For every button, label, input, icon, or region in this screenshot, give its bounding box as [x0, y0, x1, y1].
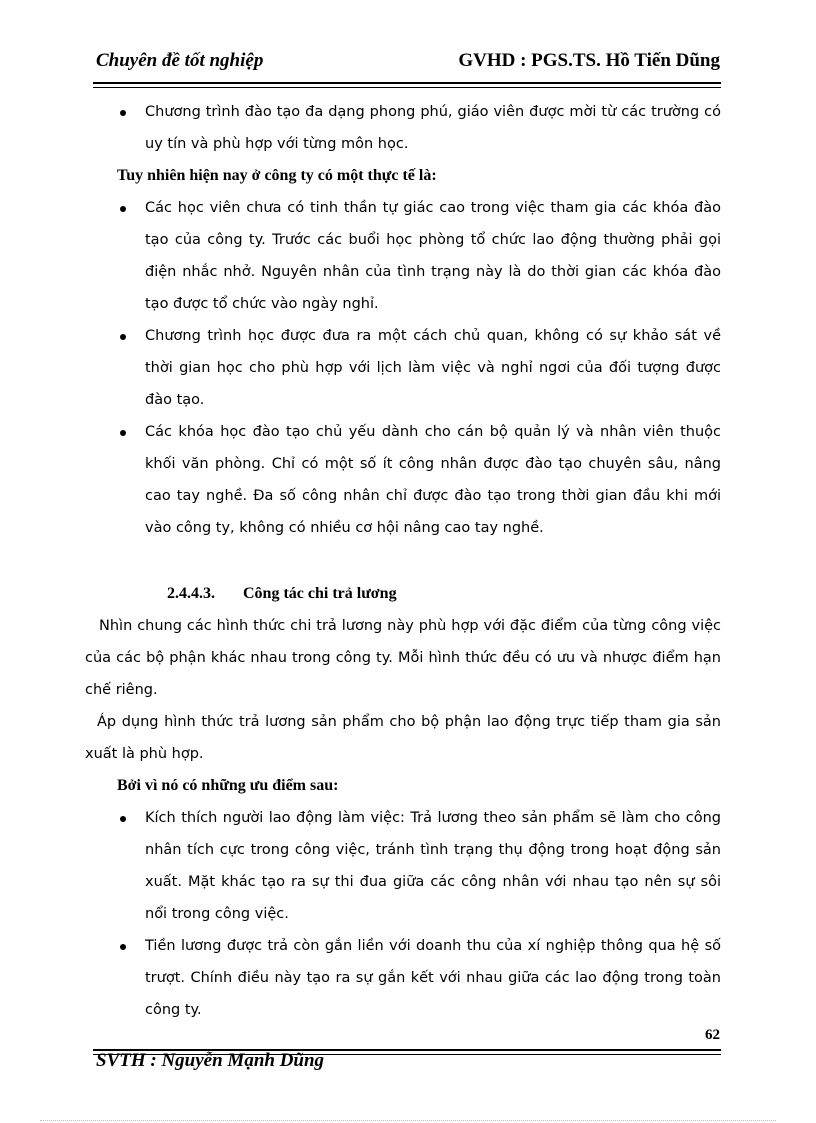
- section-heading: [115, 578, 721, 610]
- bullet-item: Tiền lương được trả còn gắn liền với doanh thu của xí nghiệp thông qua hệ số trượt. Chính điều này tạo ra sự gắn kết với nhau giữa các lao động trong toàn công ty.: [115, 930, 721, 1026]
- page-number: 62: [705, 1027, 720, 1043]
- paragraph: Nhìn chung các hình thức chi trả lương này phù hợp với đặc điểm của từng công việc của các bộ phận khác nhau trong công ty. Mỗi hình thức đều có ưu và nhược điểm hạn chế riêng.: [85, 618, 721, 698]
- bullet-item: Các khóa học đào tạo chủ yếu dành cho cán bộ quản lý và nhân viên thuộc khối văn phòng. Chỉ có một số ít công nhân được đào tạo chuyên sâu, nâng cao tay nghề. Đa số công nhân chỉ được đào tạo trong thời gian đầu khi mới vào công ty, không có nhiều cơ hội nâng cao tay nghề.: [115, 416, 721, 544]
- paragraph: Áp dụng hình thức trả lương sản phẩm cho bộ phận lao động trực tiếp tham gia sản xuất là phù hợp.: [85, 714, 721, 762]
- bullet-item: Các học viên chưa có tinh thần tự giác cao trong việc tham gia các khóa đào tạo của công ty. Trước các buổi học phòng tổ chức lao động thường phải gọi điện nhắc nhở. Nguyên nhân của tình trạng này là do thời gian các khóa đào tạo được tổ chức vào ngày nghỉ.: [115, 192, 721, 320]
- section-title: Công tác chi trả lương: [243, 585, 397, 602]
- bullet-item: Kích thích người lao động làm việc: Trả lương theo sản phẩm sẽ làm cho công nhân tích cực trong công việc, tránh tình trạng thụ động trong hoạt động sản xuất. Mặt khác tạo ra sự thi đua giữa các công nhân với nhau tạo nên sự sôi nổi trong công việc.: [115, 802, 721, 930]
- bullet-item: Chương trình đào tạo đa dạng phong phú, giáo viên được mời từ các trường có uy tín và phù hợp với từng môn học.: [115, 96, 721, 160]
- header-rule: [93, 82, 721, 88]
- intro-bold-text: Tuy nhiên hiện nay ở công ty có một thực tế là:: [117, 167, 437, 184]
- page-content: [85, 96, 721, 1026]
- bullet-item: Chương trình học được đưa ra một cách chủ quan, không có sự khảo sát về thời gian học cho phù hợp với lịch làm việc và nghỉ ngơi của đối tượng được đào tạo.: [115, 320, 721, 416]
- header-left: Chuyên đề tốt nghiệp: [96, 50, 264, 71]
- section-number: 2.4.4.3.: [167, 585, 215, 602]
- page-edge-divider: [40, 1120, 776, 1121]
- header-right: GVHD : PGS.TS. Hồ Tiến Dũng: [458, 50, 720, 71]
- reason-bold-text: Bởi vì nó có những ưu điểm sau:: [117, 777, 339, 794]
- footer-left: SVTH : Nguyễn Mạnh Dũng: [96, 1050, 325, 1071]
